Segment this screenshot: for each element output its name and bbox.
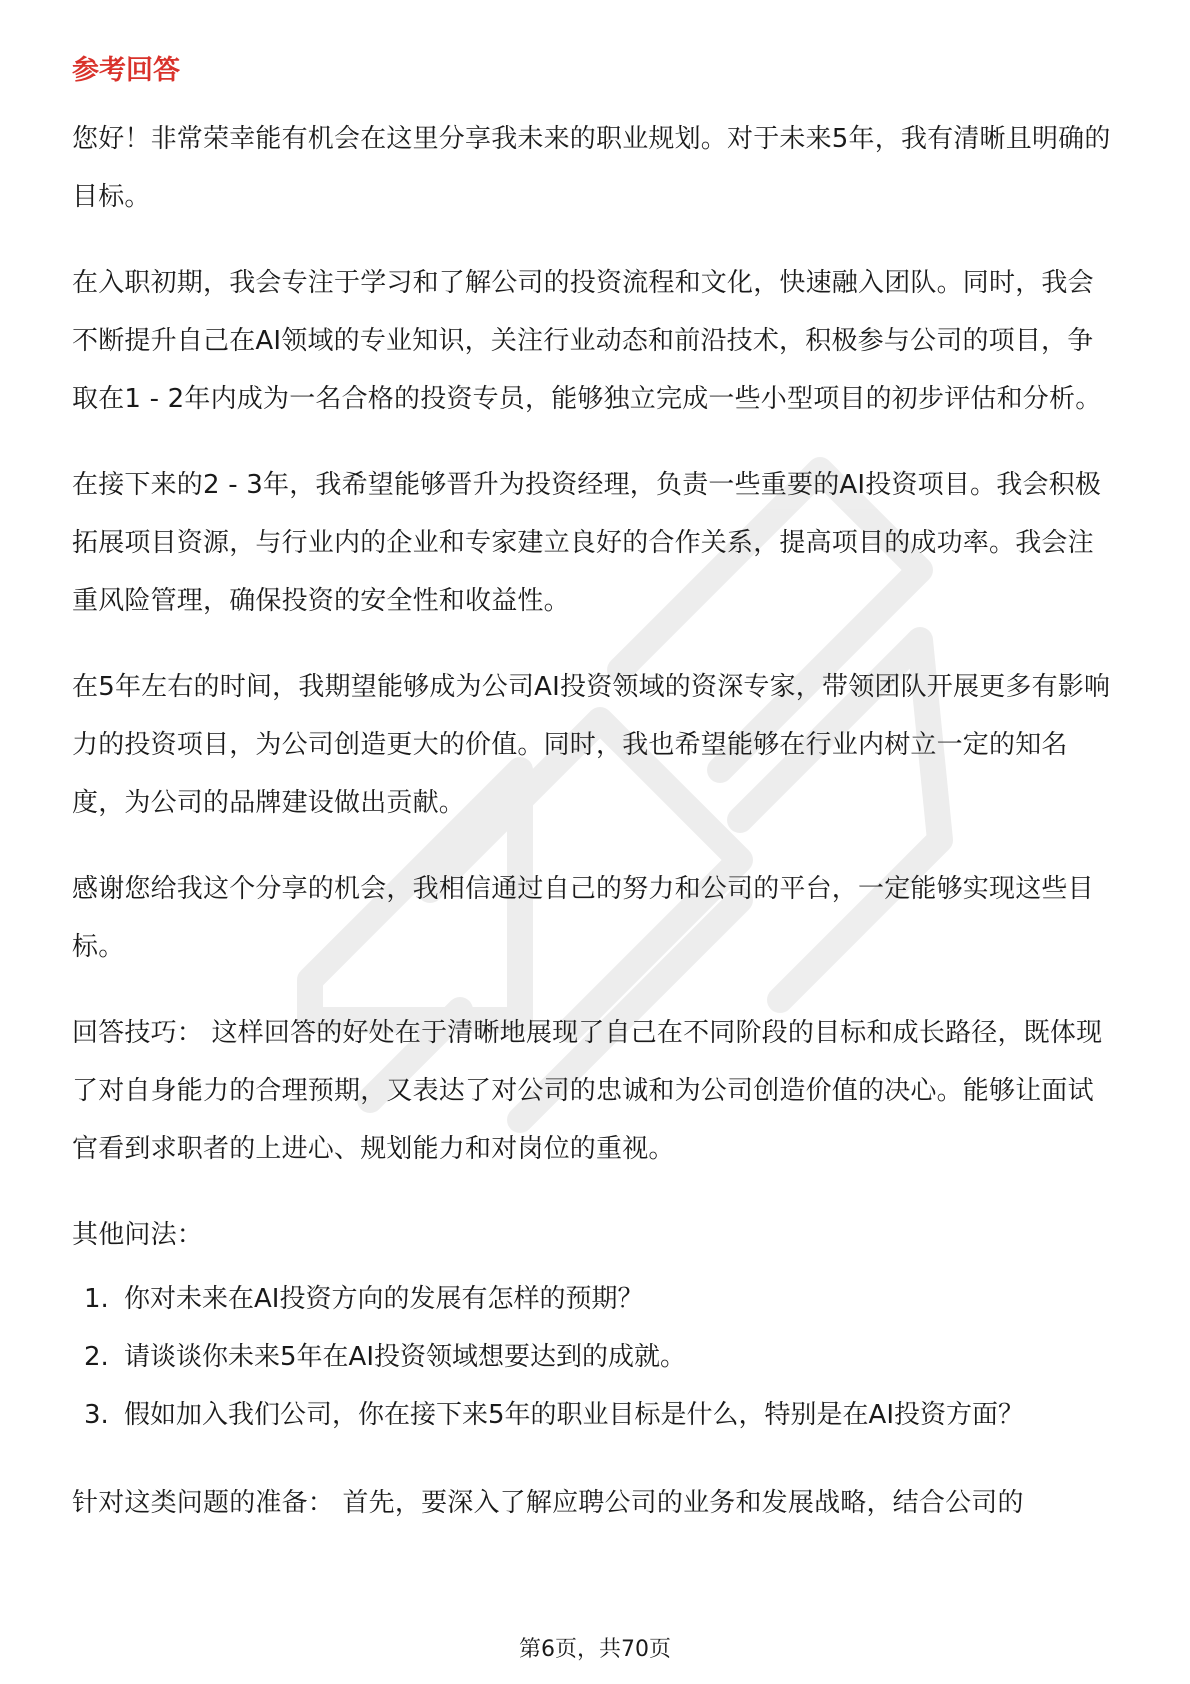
section-heading: 参考回答 <box>72 55 180 86</box>
list-text: 请谈谈你未来5年在AI投资领域想要达到的成就。 <box>124 1342 686 1372</box>
paragraph-long-term: 在5年左右的时间，我期望能够成为公司AI投资领域的资深专家，带领团队开展更多有影响力的投资项目，为公司创造更大的价值。同时，我也希望能够在行业内树立一定的知名度，为公司的品牌建设做出贡献。 <box>72 672 1111 818</box>
list-item <box>72 1328 1118 1386</box>
page-number: 第6页，共70页 <box>519 1637 671 1662</box>
paragraph-preparation: 针对这类问题的准备： 首先，要深入了解应聘公司的业务和发展战略，结合公司的 <box>72 1488 1024 1518</box>
question-list <box>72 1270 1118 1444</box>
paragraph-greeting: 您好！非常荣幸能有机会在这里分享我未来的职业规划。对于未来5年，我有清晰且明确的目标。 <box>72 124 1111 212</box>
document-content <box>72 48 1118 1560</box>
paragraph-thanks: 感谢您给我这个分享的机会，我相信通过自己的努力和公司的平台，一定能够实现这些目标。 <box>72 874 1094 962</box>
list-text: 假如加入我们公司，你在接下来5年的职业目标是什么，特别是在AI投资方面？ <box>124 1400 1024 1430</box>
list-number: 3. <box>84 1400 109 1430</box>
list-item <box>72 1386 1118 1444</box>
paragraph-tips: 回答技巧： 这样回答的好处在于清晰地展现了自己在不同阶段的目标和成长路径，既体现了对自身能力的合理预期，又表达了对公司的忠诚和为公司创造价值的决心。能够让面试官看到求职者的上进心、规划能力和对岗位的重视。 <box>72 1018 1103 1164</box>
paragraph-mid-stage: 在接下来的2 - 3年，我希望能够晋升为投资经理，负责一些重要的AI投资项目。我会积极拓展项目资源，与行业内的企业和专家建立良好的合作关系，提高项目的成功率。我会注重风险管理，确保投资的安全性和收益性。 <box>72 470 1102 616</box>
paragraph-early-stage: 在入职初期，我会专注于学习和了解公司的投资流程和文化，快速融入团队。同时，我会不断提升自己在AI领域的专业知识，关注行业动态和前沿技术，积极参与公司的项目，争取在1 - 2年内成为一名合格的投资专员，能够独立完成一些小型项目的初步评估和分析。 <box>72 268 1102 414</box>
list-text: 你对未来在AI投资方向的发展有怎样的预期？ <box>124 1284 644 1314</box>
paragraph-other-questions-label: 其他问法： <box>72 1220 204 1250</box>
list-item <box>72 1270 1118 1328</box>
list-number: 2. <box>84 1342 109 1372</box>
list-number: 1. <box>84 1284 109 1314</box>
